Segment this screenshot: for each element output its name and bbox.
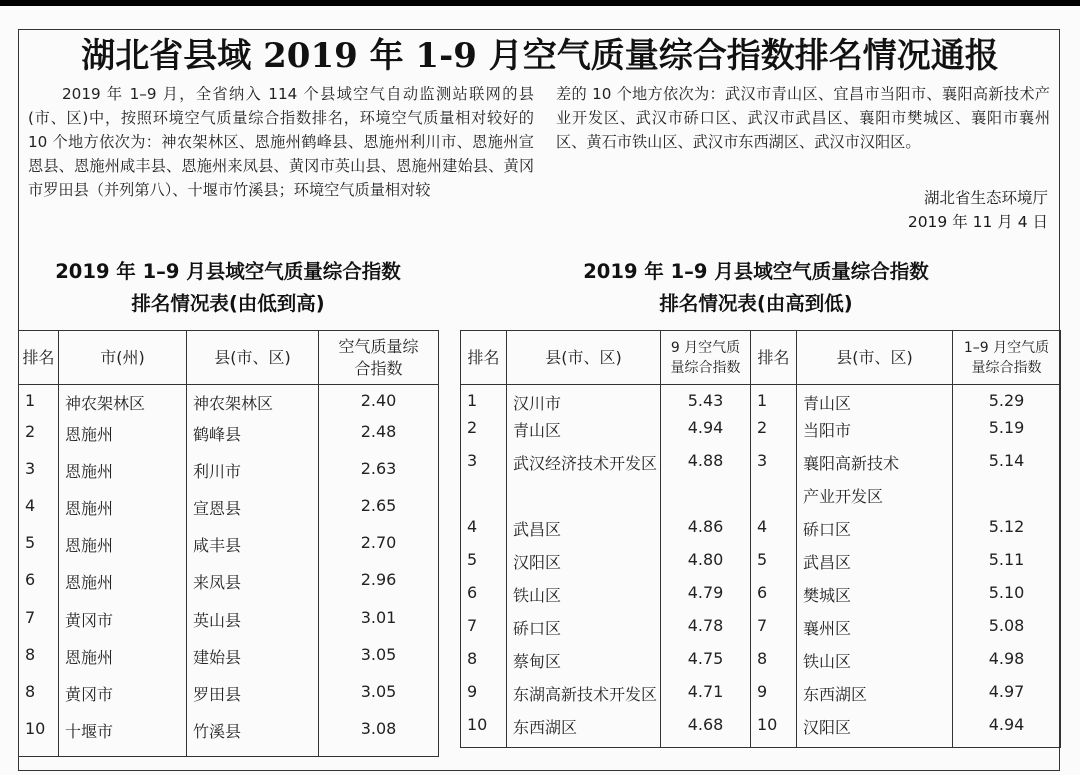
aqi-cell: 5.08 bbox=[953, 616, 1061, 649]
county-cell: 樊城区 bbox=[797, 583, 953, 616]
table-row bbox=[19, 645, 439, 682]
county-cell: 汉川市 bbox=[507, 385, 661, 418]
county-cell: 咸丰县 bbox=[187, 533, 319, 570]
table-row bbox=[19, 682, 439, 719]
county-cell: 铁山区 bbox=[797, 649, 953, 682]
county-cell: 青山区 bbox=[797, 385, 953, 418]
aqi-cell: 4.80 bbox=[661, 550, 751, 583]
rank-cell: 3 bbox=[461, 451, 507, 484]
body-paragraph-right: 差的 10 个地方依次为：武汉市青山区、宜昌市当阳市、襄阳高新技术产业开发区、武汉市硚口区、武汉市武昌区、襄阳市樊城区、襄阳市襄州区、黄石市铁山区、武汉市东西湖区、武汉市汉阳区。 bbox=[556, 85, 1050, 151]
aqi-cell: 5.11 bbox=[953, 550, 1061, 583]
rank-cell: 4 bbox=[461, 517, 507, 550]
aqi-cell bbox=[661, 484, 751, 517]
table-row bbox=[461, 649, 1061, 682]
ranking-table-high-to-low bbox=[460, 330, 1061, 748]
header-aqi-sept: 9 月空气质量综合指数 bbox=[661, 331, 751, 385]
header-rank: 排名 bbox=[19, 331, 59, 385]
rank-cell: 2 bbox=[461, 418, 507, 451]
rank-cell: 7 bbox=[751, 616, 797, 649]
body-paragraph-left: 2019 年 1–9 月，全省纳入 114 个县域空气自动监测站联网的县(市、区)中，按照环境空气质量综合指数排名，环境空气质量相对较好的 10 个地方依次为：神农架林区、恩施州鹤峰县、恩施州利川市、恩施州宣恩县、恩施州咸丰县、恩施州来凤县、黄冈市英山县、恩施州建始县、黄冈市罗田县（并列第八）、十堰市竹溪县；环境空气质量相对较 bbox=[28, 85, 534, 199]
aqi-cell: 5.19 bbox=[953, 418, 1061, 451]
table-row bbox=[19, 533, 439, 570]
header-county-ytd: 县(市、区) bbox=[797, 331, 953, 385]
table-row bbox=[461, 484, 1061, 517]
aqi-cell: 4.86 bbox=[661, 517, 751, 550]
rank-cell: 2 bbox=[751, 418, 797, 451]
aqi-cell: 5.12 bbox=[953, 517, 1061, 550]
ranking-table-low-to-high bbox=[18, 330, 439, 757]
aqi-cell bbox=[953, 484, 1061, 517]
county-cell: 英山县 bbox=[187, 608, 319, 645]
aqi-cell: 5.14 bbox=[953, 451, 1061, 484]
rank-cell: 9 bbox=[461, 682, 507, 715]
table-row bbox=[461, 385, 1061, 418]
aqi-cell: 4.79 bbox=[661, 583, 751, 616]
rank-cell bbox=[751, 484, 797, 517]
county-cell: 蔡甸区 bbox=[507, 649, 661, 682]
rank-cell: 5 bbox=[461, 550, 507, 583]
aqi-cell: 2.40 bbox=[319, 385, 439, 422]
issue-date: 2019 年 11 月 4 日 bbox=[907, 213, 1048, 231]
table-row bbox=[19, 608, 439, 645]
rank-cell: 10 bbox=[461, 715, 507, 748]
rank-cell: 6 bbox=[19, 570, 59, 607]
county-cell: 汉阳区 bbox=[507, 550, 661, 583]
aqi-cell: 5.43 bbox=[661, 385, 751, 418]
county-cell: 利川市 bbox=[187, 459, 319, 496]
city-cell: 神农架林区 bbox=[59, 385, 187, 422]
rank-cell: 3 bbox=[751, 451, 797, 484]
county-cell: 鹤峰县 bbox=[187, 422, 319, 459]
aqi-cell: 4.94 bbox=[661, 418, 751, 451]
city-cell: 黄冈市 bbox=[59, 682, 187, 719]
header-city: 市(州) bbox=[59, 331, 187, 385]
county-cell: 武汉经济技术开发区 bbox=[507, 451, 661, 484]
county-cell: 东西湖区 bbox=[507, 715, 661, 748]
county-cell: 武昌区 bbox=[507, 517, 661, 550]
aqi-cell: 4.88 bbox=[661, 451, 751, 484]
county-cell: 宣恩县 bbox=[187, 496, 319, 533]
county-cell: 汉阳区 bbox=[797, 715, 953, 748]
table-left-caption-line1: 2019 年 1–9 月县域空气质量综合指数 bbox=[55, 260, 401, 283]
county-cell: 当阳市 bbox=[797, 418, 953, 451]
aqi-cell: 3.05 bbox=[319, 645, 439, 682]
county-cell: 产业开发区 bbox=[797, 484, 953, 517]
rank-cell: 1 bbox=[19, 385, 59, 422]
county-cell: 青山区 bbox=[507, 418, 661, 451]
table-row bbox=[19, 385, 439, 422]
county-cell: 建始县 bbox=[187, 645, 319, 682]
county-cell bbox=[507, 484, 661, 517]
table-right-caption-line1: 2019 年 1–9 月县域空气质量综合指数 bbox=[583, 260, 929, 283]
header-rank-ytd: 排名 bbox=[751, 331, 797, 385]
aqi-cell: 4.94 bbox=[953, 715, 1061, 748]
county-cell: 硚口区 bbox=[797, 517, 953, 550]
table-row bbox=[461, 616, 1061, 649]
rank-cell: 7 bbox=[461, 616, 507, 649]
rank-cell: 8 bbox=[751, 649, 797, 682]
aqi-cell: 4.75 bbox=[661, 649, 751, 682]
county-cell: 东湖高新技术开发区 bbox=[507, 682, 661, 715]
aqi-cell: 2.65 bbox=[319, 496, 439, 533]
rank-cell: 1 bbox=[751, 385, 797, 418]
city-cell: 恩施州 bbox=[59, 422, 187, 459]
aqi-cell: 4.71 bbox=[661, 682, 751, 715]
rank-cell: 6 bbox=[461, 583, 507, 616]
aqi-cell: 3.01 bbox=[319, 608, 439, 645]
rank-cell: 10 bbox=[19, 719, 59, 756]
header-county: 县(市、区) bbox=[187, 331, 319, 385]
aqi-cell: 4.98 bbox=[953, 649, 1061, 682]
county-cell: 襄阳高新技术 bbox=[797, 451, 953, 484]
header-county-sept: 县(市、区) bbox=[507, 331, 661, 385]
rank-cell: 8 bbox=[19, 682, 59, 719]
rank-cell: 4 bbox=[19, 496, 59, 533]
city-cell: 恩施州 bbox=[59, 459, 187, 496]
table-row bbox=[19, 459, 439, 496]
county-cell: 武昌区 bbox=[797, 550, 953, 583]
aqi-cell: 4.78 bbox=[661, 616, 751, 649]
rank-cell: 6 bbox=[751, 583, 797, 616]
table-row bbox=[19, 719, 439, 756]
rank-cell: 10 bbox=[751, 715, 797, 748]
county-cell: 罗田县 bbox=[187, 682, 319, 719]
county-cell: 神农架林区 bbox=[187, 385, 319, 422]
aqi-cell: 2.70 bbox=[319, 533, 439, 570]
table-row bbox=[461, 550, 1061, 583]
header-aqi: 空气质量综合指数 bbox=[319, 331, 439, 385]
table-row bbox=[461, 418, 1061, 451]
rank-cell: 1 bbox=[461, 385, 507, 418]
table-row bbox=[461, 583, 1061, 616]
aqi-cell: 5.10 bbox=[953, 583, 1061, 616]
article-title: 湖北省县域 2019 年 1-9 月空气质量综合指数排名情况通报 bbox=[81, 36, 999, 76]
county-cell: 襄州区 bbox=[797, 616, 953, 649]
rank-cell: 4 bbox=[751, 517, 797, 550]
rank-cell: 2 bbox=[19, 422, 59, 459]
aqi-cell: 4.97 bbox=[953, 682, 1061, 715]
city-cell: 恩施州 bbox=[59, 496, 187, 533]
rank-cell bbox=[461, 484, 507, 517]
issuer: 湖北省生态环境厅 bbox=[923, 189, 1048, 207]
rank-cell: 3 bbox=[19, 459, 59, 496]
header-rank-sept: 排名 bbox=[461, 331, 507, 385]
city-cell: 黄冈市 bbox=[59, 608, 187, 645]
county-cell: 来凤县 bbox=[187, 570, 319, 607]
county-cell: 硚口区 bbox=[507, 616, 661, 649]
aqi-cell: 2.63 bbox=[319, 459, 439, 496]
table-row bbox=[19, 496, 439, 533]
city-cell: 恩施州 bbox=[59, 533, 187, 570]
table-row bbox=[461, 517, 1061, 550]
table-row bbox=[19, 570, 439, 607]
rank-cell: 8 bbox=[19, 645, 59, 682]
city-cell: 恩施州 bbox=[59, 645, 187, 682]
table-row bbox=[461, 451, 1061, 484]
header-aqi-ytd: 1–9 月空气质量综合指数 bbox=[953, 331, 1061, 385]
table-row bbox=[461, 715, 1061, 748]
aqi-cell: 4.68 bbox=[661, 715, 751, 748]
aqi-cell: 2.48 bbox=[319, 422, 439, 459]
table-row bbox=[19, 422, 439, 459]
rank-cell: 9 bbox=[751, 682, 797, 715]
table-left-caption-line2: 排名情况表(由低到高) bbox=[131, 292, 325, 315]
rank-cell: 8 bbox=[461, 649, 507, 682]
county-cell: 东西湖区 bbox=[797, 682, 953, 715]
rank-cell: 5 bbox=[751, 550, 797, 583]
city-cell: 十堰市 bbox=[59, 719, 187, 756]
aqi-cell: 5.29 bbox=[953, 385, 1061, 418]
city-cell: 恩施州 bbox=[59, 570, 187, 607]
rank-cell: 5 bbox=[19, 533, 59, 570]
aqi-cell: 3.05 bbox=[319, 682, 439, 719]
table-right-caption-line2: 排名情况表(由高到低) bbox=[659, 292, 853, 315]
aqi-cell: 2.96 bbox=[319, 570, 439, 607]
table-row bbox=[461, 682, 1061, 715]
county-cell: 铁山区 bbox=[507, 583, 661, 616]
aqi-cell: 3.08 bbox=[319, 719, 439, 756]
county-cell: 竹溪县 bbox=[187, 719, 319, 756]
rank-cell: 7 bbox=[19, 608, 59, 645]
